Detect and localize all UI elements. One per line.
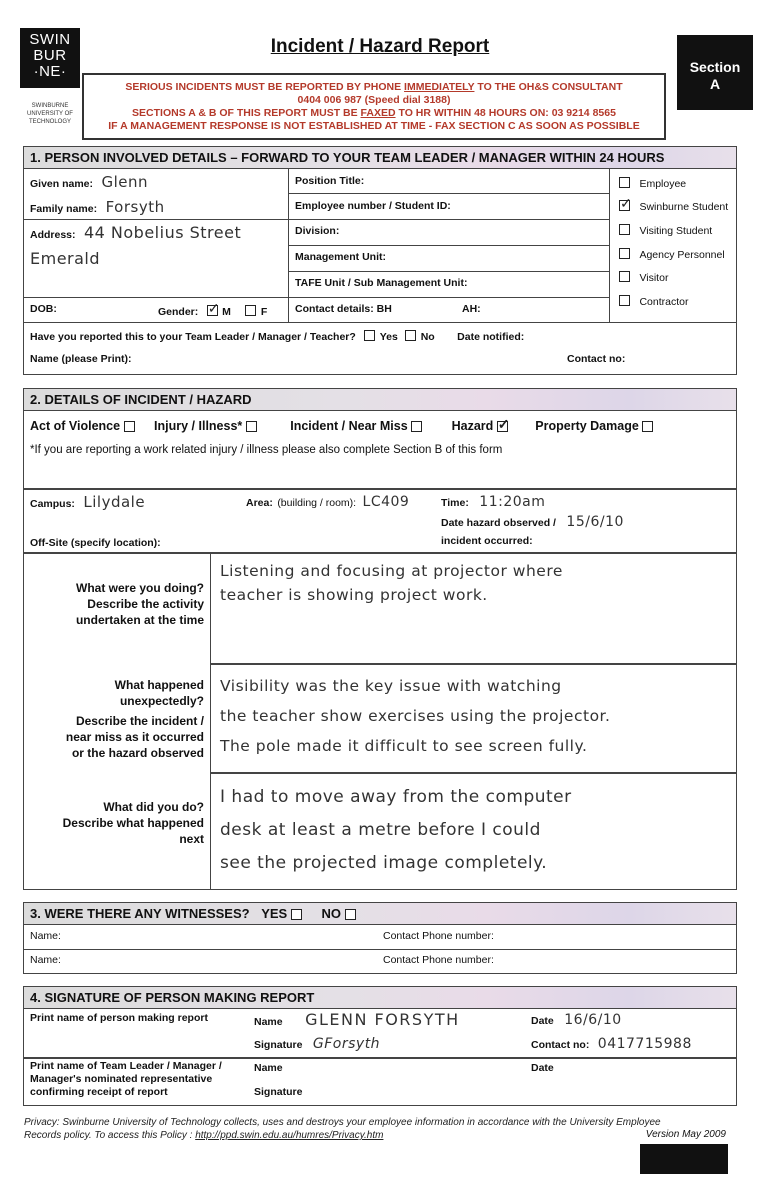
warning-text: SERIOUS INCIDENTS MUST BE REPORTED BY PHONE bbox=[125, 81, 405, 93]
type-hazard[interactable] bbox=[452, 419, 508, 433]
witness-2-phone-label: Contact Phone number: bbox=[383, 954, 494, 966]
swinburne-student-checkbox[interactable] bbox=[619, 200, 630, 211]
q3-answer-line: desk at least a metre before I could bbox=[220, 820, 541, 840]
warning-emphasis: IMMEDIATELY bbox=[404, 81, 475, 93]
type-label: Injury / Illness* bbox=[154, 419, 243, 433]
reporter-contact-label: Contact no: bbox=[531, 1039, 590, 1051]
witnesses-yes-label: YES bbox=[261, 906, 288, 921]
type-label: Hazard bbox=[451, 419, 494, 433]
time-field[interactable] bbox=[441, 493, 545, 511]
reporter-signature-field[interactable] bbox=[254, 1035, 380, 1053]
warning-text: TO HR WITHIN 48 HOURS ON: 03 9214 8565 bbox=[395, 107, 616, 119]
reporter-signature-label: Signature bbox=[254, 1039, 303, 1051]
q3-label-line: Describe what happened bbox=[62, 816, 204, 830]
q2-label bbox=[28, 677, 204, 761]
date-observed-field[interactable] bbox=[441, 513, 624, 531]
q1-label bbox=[28, 580, 204, 628]
q2-label-line: unexpectedly? bbox=[119, 694, 204, 708]
visiting-student-checkbox[interactable] bbox=[619, 224, 630, 235]
type-property-damage[interactable] bbox=[535, 419, 653, 433]
address-line-1: 44 Nobelius Street bbox=[83, 223, 242, 242]
contact-bh-label: Contact details: BH bbox=[295, 303, 392, 315]
gender-f-label: F bbox=[260, 306, 268, 318]
section-badge bbox=[677, 35, 753, 110]
q3-label bbox=[28, 799, 204, 847]
person-type-swinburne-student[interactable] bbox=[619, 197, 728, 215]
q1-label-line: Describe the activity bbox=[87, 597, 204, 611]
witnesses-no-label: NO bbox=[321, 906, 341, 921]
reporter-label: Print name of person making report bbox=[30, 1012, 208, 1024]
type-label: Incident / Near Miss bbox=[290, 419, 408, 433]
warning-text: SECTIONS A & B OF THIS REPORT MUST BE bbox=[132, 107, 361, 119]
person-type-label: Agency Personnel bbox=[639, 249, 725, 261]
person-type-label: Contractor bbox=[639, 296, 689, 308]
warning-line-3 bbox=[84, 107, 664, 120]
employee-checkbox[interactable] bbox=[619, 177, 630, 188]
reported-question: Have you reported this to your Team Leader / Manager / Teacher? bbox=[30, 331, 356, 343]
time-label: Time: bbox=[441, 497, 469, 509]
tafe-unit-label: TAFE Unit / Sub Management Unit: bbox=[295, 277, 468, 289]
type-act-of-violence[interactable] bbox=[30, 419, 135, 433]
dob-label: DOB: bbox=[30, 303, 57, 315]
q2-label-line: or the hazard observed bbox=[71, 746, 204, 760]
person-type-label: Swinburne Student bbox=[639, 201, 729, 213]
incident-type-row bbox=[30, 419, 730, 433]
section-3-heading bbox=[24, 903, 736, 925]
privacy-text: Records policy. To access this Policy : bbox=[24, 1130, 196, 1141]
reporter-date-value: 16/6/10 bbox=[564, 1012, 622, 1028]
section-signature bbox=[23, 986, 737, 1106]
q2-answer-line: the teacher show exercises using the projector. bbox=[220, 707, 611, 725]
campus-field[interactable] bbox=[30, 493, 145, 512]
act-of-violence-checkbox[interactable] bbox=[124, 421, 135, 432]
manager-signature-label: Signature bbox=[254, 1086, 303, 1098]
type-label: Property Damage bbox=[535, 419, 639, 433]
q1-answer[interactable] bbox=[220, 559, 730, 607]
q3-label-line: What did you do? bbox=[103, 800, 204, 814]
contact-no-label: Contact no: bbox=[567, 353, 626, 365]
visitor-checkbox[interactable] bbox=[619, 271, 630, 282]
campus-value: Lilydale bbox=[83, 493, 146, 511]
reported-no-checkbox[interactable] bbox=[405, 330, 416, 341]
area-label: Area: bbox=[246, 497, 273, 509]
reporter-name-value: GLENN FORSYTH bbox=[305, 1010, 460, 1029]
given-name-field[interactable] bbox=[30, 173, 148, 192]
section-1-heading: 1. PERSON INVOLVED DETAILS – FORWARD TO YOUR TEAM LEADER / MANAGER WITHIN 24 HOURS bbox=[24, 147, 736, 169]
agency-personnel-checkbox[interactable] bbox=[619, 248, 630, 259]
person-type-agency-personnel[interactable] bbox=[619, 245, 725, 263]
warning-emphasis: FAXED bbox=[360, 107, 396, 119]
logo-subtitle: SWINBURNE UNIVERSITY OF TECHNOLOGY bbox=[27, 103, 73, 125]
warning-line-2: 0404 006 987 (Speed dial 3188) bbox=[297, 94, 451, 106]
person-type-label: Employee bbox=[639, 178, 687, 190]
q1-label-line: What were you doing? bbox=[76, 581, 204, 595]
reported-no-label: No bbox=[420, 331, 435, 343]
version-label: Version May 2009 bbox=[645, 1129, 726, 1140]
witnesses-no-checkbox[interactable] bbox=[345, 909, 356, 920]
q2-answer-line: The pole made it difficult to see screen fully. bbox=[220, 737, 588, 755]
section-person-details bbox=[23, 146, 737, 375]
privacy-line-1: Privacy: Swinburne University of Technology collects, uses and destroys your employee information in accordance with the University Employee bbox=[24, 1117, 661, 1128]
section-4-heading: 4. SIGNATURE OF PERSON MAKING REPORT bbox=[24, 987, 736, 1009]
q1-label-line: undertaken at the time bbox=[75, 613, 204, 627]
warning-box bbox=[82, 73, 666, 140]
q2-answer-line: Visibility was the key issue with watching bbox=[220, 677, 562, 695]
gender-m-checkbox[interactable] bbox=[207, 305, 218, 316]
q2-label-line: What happened bbox=[114, 678, 204, 692]
warning-text: TO THE OH&S CONSULTANT bbox=[474, 81, 623, 93]
hazard-checkbox[interactable] bbox=[497, 421, 508, 432]
logo-line-2: BUR bbox=[33, 47, 67, 64]
section-3-title: 3. WERE THERE ANY WITNESSES? bbox=[30, 906, 250, 921]
time-value: 11:20am bbox=[479, 494, 546, 510]
type-incident-near-miss[interactable] bbox=[290, 419, 422, 433]
name-print-label: Name (please Print): bbox=[30, 353, 132, 365]
witness-1-phone-label: Contact Phone number: bbox=[383, 930, 494, 942]
reported-yes-label: Yes bbox=[379, 331, 398, 343]
q3-answer[interactable] bbox=[220, 781, 734, 880]
management-unit-label: Management Unit: bbox=[295, 251, 387, 263]
warning-line-4: IF A MANAGEMENT RESPONSE IS NOT ESTABLISHED AT TIME - FAX SECTION C AS SOON AS POSSIBLE bbox=[108, 120, 640, 132]
q3-answer-line: I had to move away from the computer bbox=[220, 787, 572, 807]
area-value: LC409 bbox=[362, 494, 410, 510]
section-2-heading: 2. DETAILS OF INCIDENT / HAZARD bbox=[24, 389, 736, 411]
reporter-contact-field[interactable] bbox=[531, 1035, 692, 1053]
area-sub-label: (building / room): bbox=[277, 497, 357, 509]
injury-illness-checkbox[interactable] bbox=[246, 421, 257, 432]
person-type-label: Visiting Student bbox=[639, 225, 713, 237]
q2-label-line: Describe the incident / bbox=[75, 714, 204, 728]
reported-question-row bbox=[30, 327, 524, 345]
section-badge-label: Section bbox=[689, 59, 741, 75]
given-name-value: Glenn bbox=[101, 173, 149, 191]
person-type-visiting-student[interactable] bbox=[619, 221, 712, 239]
given-name-label: Given name: bbox=[30, 178, 94, 190]
section-b-note: *If you are reporting a work related injury / illness please also complete Section B of this form bbox=[30, 444, 503, 456]
reporter-signature-value: GForsyth bbox=[312, 1036, 381, 1052]
redaction-block bbox=[640, 1144, 728, 1174]
gender-field bbox=[158, 302, 267, 320]
contact-ah-label: AH: bbox=[462, 303, 481, 315]
manager-label-line: Print name of Team Leader / Manager / bbox=[30, 1060, 222, 1072]
family-name-label: Family name: bbox=[30, 203, 98, 215]
q2-answer[interactable] bbox=[220, 671, 734, 761]
q3-answer-line: see the projected image completely. bbox=[220, 853, 548, 873]
area-field[interactable] bbox=[246, 493, 409, 511]
property-damage-checkbox[interactable] bbox=[642, 421, 653, 432]
contractor-checkbox[interactable] bbox=[619, 295, 630, 306]
section-witnesses bbox=[23, 902, 737, 974]
address-label: Address: bbox=[30, 229, 76, 241]
incident-near-miss-checkbox[interactable] bbox=[411, 421, 422, 432]
manager-label-line: Manager's nominated representative bbox=[30, 1073, 213, 1085]
position-title-label: Position Title: bbox=[295, 175, 365, 187]
manager-label-line: confirming receipt of report bbox=[30, 1086, 168, 1098]
type-injury-illness[interactable] bbox=[154, 419, 257, 433]
campus-label: Campus: bbox=[30, 498, 75, 510]
section-incident-details bbox=[23, 388, 737, 890]
logo-line-3: ·NE· bbox=[33, 63, 67, 80]
privacy-policy-link[interactable]: http://ppd.swin.edu.au/humres/Privacy.htm bbox=[195, 1130, 384, 1141]
reporter-name-label: Name bbox=[254, 1016, 283, 1028]
reporter-contact-value: 0417715988 bbox=[597, 1036, 692, 1052]
q2-label-line: near miss as it occurred bbox=[65, 730, 204, 744]
type-label: Act of Violence bbox=[30, 419, 121, 433]
reporter-name-field[interactable] bbox=[254, 1010, 460, 1030]
division-label: Division: bbox=[295, 225, 340, 237]
offsite-label: Off-Site (specify location): bbox=[30, 537, 161, 549]
gender-m-label: M bbox=[222, 306, 231, 318]
address-field[interactable] bbox=[30, 223, 286, 268]
person-type-label: Visitor bbox=[639, 272, 669, 284]
q1-answer-line: Listening and focusing at projector where bbox=[220, 562, 563, 580]
witness-1-name-label: Name: bbox=[30, 930, 61, 942]
section-badge-letter: A bbox=[709, 76, 721, 92]
manager-name-label: Name bbox=[254, 1062, 283, 1074]
address-line-2: Emerald bbox=[30, 249, 101, 268]
swinburne-logo bbox=[20, 28, 80, 88]
witnesses-yes-checkbox[interactable] bbox=[291, 909, 302, 920]
gender-f-checkbox[interactable] bbox=[245, 305, 256, 316]
logo-line-1: SWIN bbox=[29, 31, 71, 48]
q1-answer-line: teacher is showing project work. bbox=[220, 586, 488, 604]
person-type-visitor[interactable] bbox=[619, 268, 668, 286]
manager-label bbox=[30, 1060, 222, 1099]
date-observed-value: 15/6/10 bbox=[566, 514, 624, 530]
family-name-value: Forsyth bbox=[105, 198, 165, 216]
person-type-contractor[interactable] bbox=[619, 292, 688, 310]
witness-2-name-label: Name: bbox=[30, 954, 61, 966]
gender-label: Gender: bbox=[158, 306, 199, 318]
manager-date-label: Date bbox=[531, 1062, 554, 1074]
q3-label-line: next bbox=[179, 832, 204, 846]
reported-yes-checkbox[interactable] bbox=[364, 330, 375, 341]
employee-number-label: Employee number / Student ID: bbox=[295, 200, 451, 212]
family-name-field[interactable] bbox=[30, 198, 165, 217]
person-type-employee[interactable] bbox=[619, 174, 686, 192]
date-observed-label: Date hazard observed / bbox=[441, 517, 556, 529]
warning-line-1 bbox=[84, 81, 664, 94]
reporter-date-label: Date bbox=[531, 1015, 554, 1027]
incident-occurred-label: incident occurred: bbox=[441, 535, 533, 547]
date-notified-label: Date notified: bbox=[457, 331, 525, 343]
page-title: Incident / Hazard Report bbox=[270, 36, 490, 57]
reporter-date-field[interactable] bbox=[531, 1011, 622, 1029]
